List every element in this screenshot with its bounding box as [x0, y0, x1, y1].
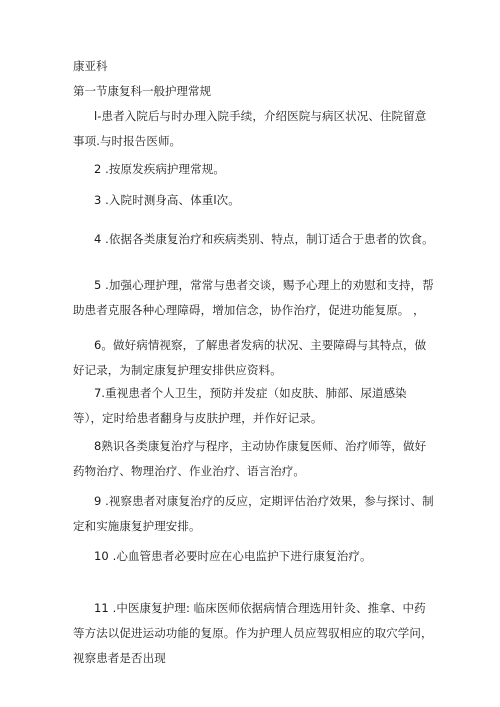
list-item-4: 4 .依据各类康复治疗和疾病类别、特点，制订适合于患者的饮食。: [94, 232, 434, 246]
list-item-9: 9 .视察患者对康复治疗的反应，定期评估治疗效果，参与探讨、制定和实施康复护理安排。: [73, 494, 434, 533]
list-item-1: l-患者入院后与时办理入院手续，介绍医院与病区状况、住院留意事项.与时报告医师。: [73, 109, 427, 148]
list-item-10: 10 .心血管患者必要时应在心电监护下进行康复治疗。: [94, 549, 372, 563]
list-item-8: 8熟识各类康复治疗与程序，主动协作康复医师、治疗师等，做好药物治疗、物理治疗、作业治疗、语言治疗。: [73, 439, 427, 478]
section-title: 第一节康复科一般护理常规: [73, 84, 211, 98]
list-item-3: 3 .入院时测身高、体重l次。: [94, 193, 240, 207]
list-item-7: 7.重视患者个人卫生，预防并发症（如皮肤、肺部、尿道感染等），定时给患者翻身与皮肤护理，并作好记录。: [73, 386, 407, 425]
department-title: 康亚科: [73, 59, 108, 73]
list-item-6: 6。做好病情视察，了解患者发病的状况、主要障碍与其特点，做好记录，为制定康复护理安排供应资料。: [73, 338, 427, 377]
list-item-2: 2 .按原发疾病护理常规。: [94, 162, 225, 176]
list-item-5: 5 .加强心理护理，常常与患者交谈，赐予心理上的劝慰和支持，帮助患者克服各种心理障碍，增加信念，协作治疗，促进功能复原。 ，: [73, 278, 434, 317]
list-item-11: 11 .中医康复护理: 临床医师依据病情合理选用针灸、推拿、中药等方法以促进运动功能的复原。作为护理人员应驾驭相应的取穴学问，视察患者是否出现: [73, 601, 433, 665]
